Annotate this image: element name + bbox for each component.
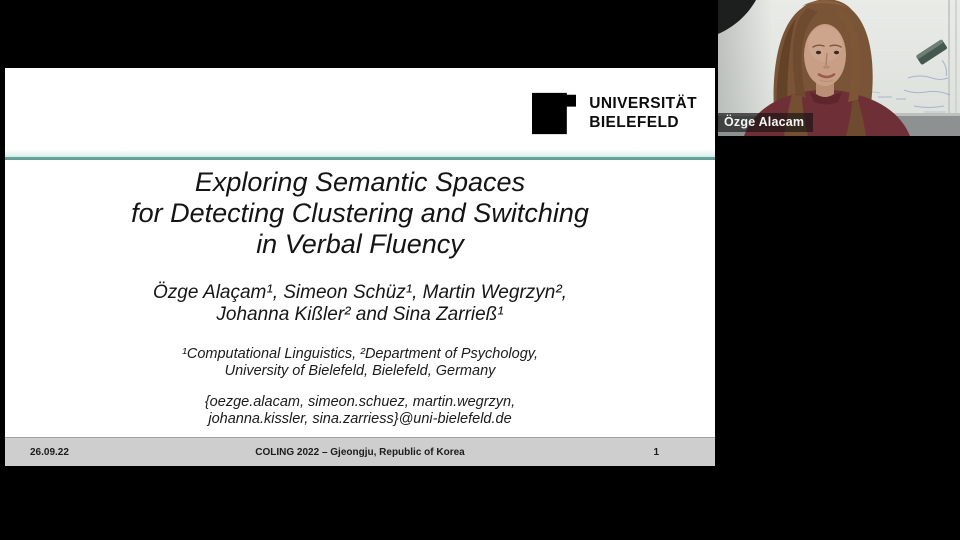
affiliation-line-1: ¹Computational Linguistics, ²Department of Psychology, bbox=[182, 346, 538, 362]
affiliation-line-2: University of Bielefeld, Bielefeld, Germany bbox=[224, 363, 496, 379]
slide-footer bbox=[5, 437, 715, 466]
university-logo-text bbox=[589, 94, 697, 132]
affiliations bbox=[5, 346, 715, 380]
email-line-1: {oezge.alacam, simeon.schuez, martin.wegrzyn, bbox=[204, 394, 516, 410]
slide-header bbox=[5, 68, 715, 150]
footer-venue: COLING 2022 – Gjeongju, Republic of Korea bbox=[255, 446, 465, 458]
title-line-2: for Detecting Clustering and Switching bbox=[131, 198, 589, 228]
logo-line-2: BIELEFELD bbox=[589, 114, 679, 131]
contact-emails bbox=[5, 394, 715, 428]
presenter-video-tile[interactable] bbox=[718, 0, 960, 136]
authors-line-2: Johanna Kißler² and Sina Zarrieß¹ bbox=[216, 304, 504, 325]
footer-date: 26.09.22 bbox=[30, 446, 69, 458]
authors-line-1: Özge Alaçam¹, Simeon Schüz¹, Martin Wegrzyn², bbox=[153, 282, 567, 303]
footer-page-number: 1 bbox=[653, 446, 659, 458]
email-line-2: johanna.kissler, sina.zarriess}@uni-bielefeld.de bbox=[208, 411, 512, 427]
university-logo-icon bbox=[532, 91, 576, 136]
slide-body bbox=[5, 160, 715, 437]
accent-divider bbox=[5, 150, 715, 160]
slide-title bbox=[5, 167, 715, 260]
participant-name-label bbox=[718, 113, 813, 132]
university-logo bbox=[532, 91, 697, 136]
presentation-slide bbox=[5, 68, 715, 466]
participant-name: Özge Alacam bbox=[724, 115, 805, 129]
title-line-3: in Verbal Fluency bbox=[256, 229, 464, 259]
authors bbox=[5, 282, 715, 326]
title-line-1: Exploring Semantic Spaces bbox=[194, 167, 526, 197]
logo-line-1: UNIVERSITÄT bbox=[589, 95, 697, 112]
